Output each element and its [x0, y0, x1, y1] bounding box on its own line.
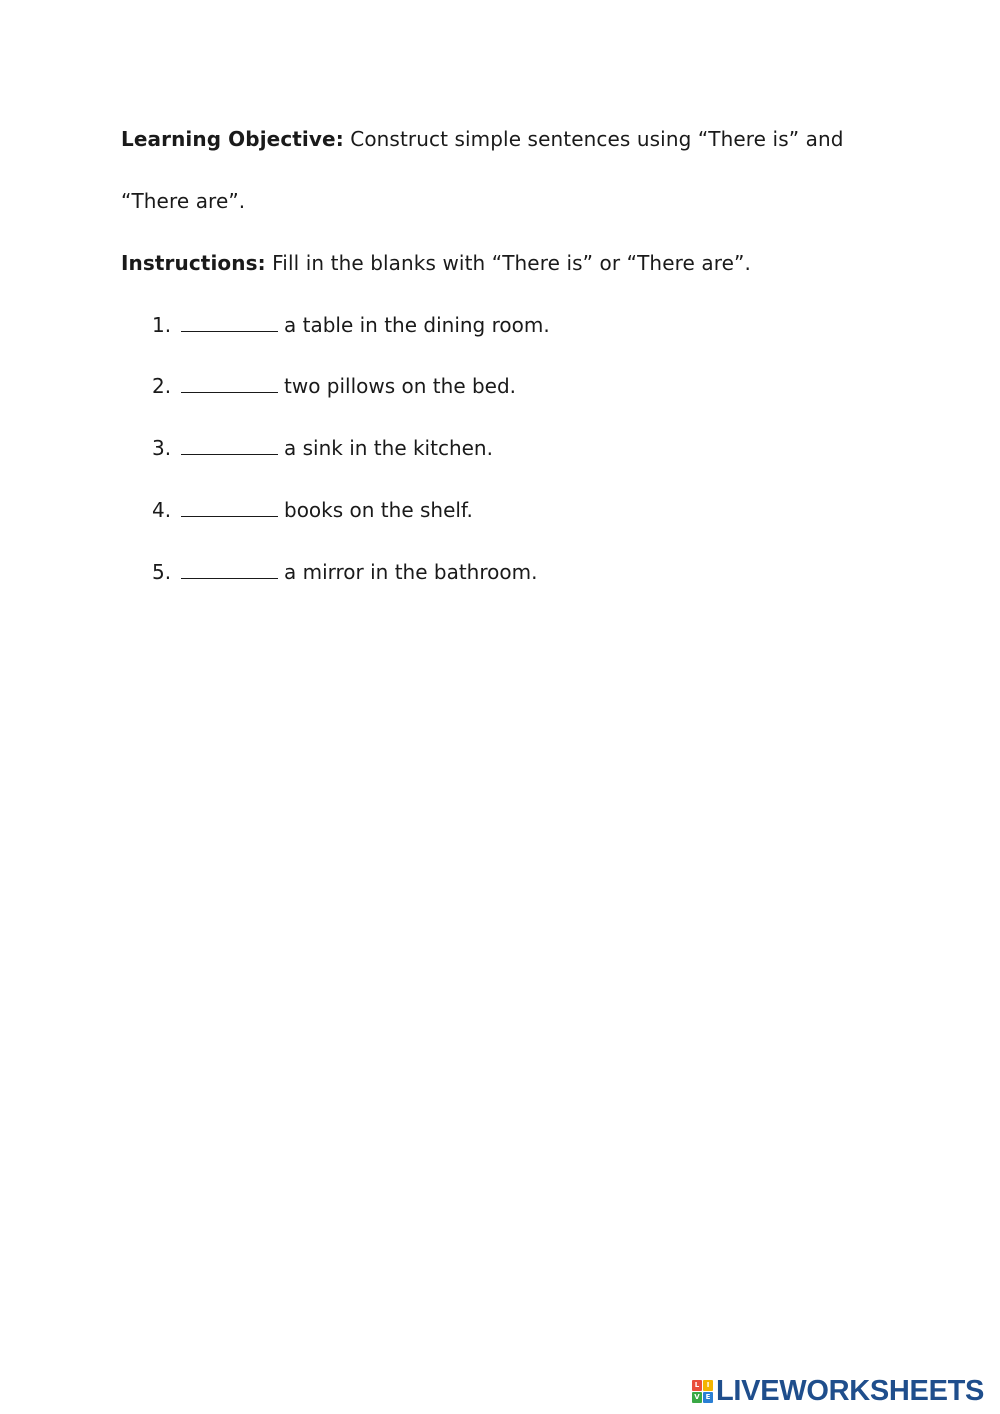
item-number: 4.	[152, 498, 172, 522]
exercise-item-2	[152, 374, 516, 398]
liveworksheets-logo	[692, 1374, 984, 1408]
exercise-item-1	[152, 313, 550, 337]
logo-mark-letter-v: V	[692, 1392, 702, 1403]
instructions-label: Instructions:	[121, 251, 266, 275]
learning-objective-continued: “There are”.	[121, 189, 246, 213]
logo-mark-letter-l: L	[692, 1380, 702, 1391]
item-text: books on the shelf.	[284, 498, 473, 522]
learning-objective-text: Construct simple sentences using “There is” and	[343, 127, 844, 151]
learning-objective	[121, 127, 844, 151]
answer-blank-2[interactable]	[181, 374, 278, 393]
instructions-text: Fill in the blanks with “There is” or “There are”.	[265, 251, 751, 275]
exercise-item-4	[152, 498, 473, 522]
learning-objective-label: Learning Objective:	[121, 127, 344, 151]
item-number: 1.	[152, 313, 172, 337]
answer-blank-4[interactable]	[181, 498, 278, 517]
item-number: 5.	[152, 560, 172, 584]
logo-mark-letter-i: I	[703, 1380, 713, 1391]
item-text: a table in the dining room.	[284, 313, 550, 337]
liveworksheets-logo-text: LIVEWORKSHEETS	[716, 1374, 985, 1407]
answer-blank-5[interactable]	[181, 560, 278, 579]
item-text: two pillows on the bed.	[284, 374, 517, 398]
item-text: a mirror in the bathroom.	[284, 560, 538, 584]
answer-blank-1[interactable]	[181, 313, 278, 332]
exercise-item-5	[152, 560, 537, 584]
exercise-item-3	[152, 436, 493, 460]
item-number: 3.	[152, 436, 172, 460]
liveworksheets-logo-icon	[692, 1380, 713, 1403]
instructions	[121, 251, 751, 275]
answer-blank-3[interactable]	[181, 436, 278, 455]
item-text: a sink in the kitchen.	[284, 436, 493, 460]
logo-mark-letter-e: E	[703, 1392, 713, 1403]
item-number: 2.	[152, 374, 172, 398]
